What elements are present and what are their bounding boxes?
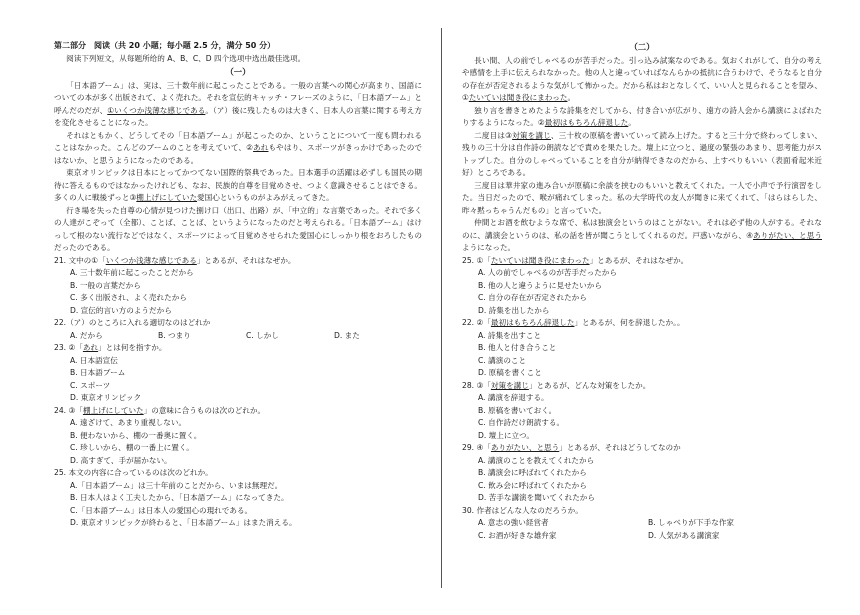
options-30-row-2 [478, 530, 822, 543]
left-column [54, 40, 422, 530]
option-25-d: D. 東京オリンピックが終わると、「日本語ブーム」はまた消える。 [70, 518, 297, 527]
option-25-b: B. 日本人はよく工夫したから、「日本語ブーム」になってきた。 [70, 493, 289, 502]
question-29: 29. ④「ありがたい、と思う」とあるが、それはどうしてなのか [462, 443, 681, 452]
option-21-c: C. 多く出版され、よく売れたから [70, 293, 187, 302]
option-23-c: C. スポーツ [70, 380, 111, 390]
option-29-a: A. 講演のことを教えてくれたから [478, 455, 595, 465]
passage-1-paragraph-2: それはともかく、どうしてその「日本語ブーム」が起こったのか、ということについて一度も問われることはなかった。こんどのブームのことを考えていて、②あれもやはり、スポーツがきっかけであったのではないか、と思うようになったのである。 [54, 130, 422, 165]
option-28-c: C. 自作詩だけ朗読する。 [478, 418, 565, 427]
passage-1-paragraph-4: 行き場を失った自尊の心情が見つけた捌け口（出口、出路）が、「中立的」な言葉であった。それで多くの人達がこぞって（全都）、ことば、ことば、というようになったのだと考えられる。「日本語ブーム」はけっして根のない流行などではなく、スポーツによって目覚めさせられた愛国心にしっかり根をおろしたものだったのである。 [54, 205, 422, 252]
option-25-c: C.「日本語ブーム」は日本人の愛国心の現れである。 [70, 505, 253, 515]
question-24: 24. ③「棚上げにしていた」の意味に合うものは次のどれか。 [54, 405, 266, 415]
option-25b-c: C. 自分の存在が否定されたから [478, 293, 587, 302]
question-25-passage-2: 25. ①「たいていは聞き役にまわった」とあるが、それはなぜか。 [462, 255, 689, 265]
option-28-a: A. 講演を辞退する。 [478, 393, 549, 402]
option-24-d: D. 高すぎて、手が届かない。 [70, 455, 172, 465]
option-22b-c: C. 講演のこと [478, 355, 527, 365]
option-23-a: A. 日本語宣伝 [70, 355, 118, 365]
option-29-b: B. 講演会に呼ばれてくれたから [478, 468, 587, 477]
option-22b-a: A. 詩集を出すこと [478, 330, 542, 340]
options-30-row-1 [478, 517, 822, 530]
passage-1-paragraph-1: 「日本語ブーム」は、実は、三十数年前に起こったことである。一般の言葉への関心が高まり、国語についての本が多く出版されて、よく売れた。それを宣伝的キャッチ・フレーズのように、「日本語ブーム」と呼んだのだが、①いくつか浅薄な感じである。（ア）後に残したものは大きく、日本人の言葉に関する考え方を変化させることになった。 [54, 80, 422, 127]
question-21: 21. 文中の①「いくつか浅薄な感じである」とあるが、それはなぜか。 [54, 255, 296, 265]
option-25-a: A.「日本語ブーム」は三十年前のことだから、いまは無理だ。 [70, 480, 283, 490]
column-divider [441, 28, 442, 588]
option-30-c: C. お酒が好きな雄弁家 [478, 530, 557, 540]
option-22-d: D. また [334, 330, 360, 340]
option-21-b: B. 一般の言葉だから [70, 280, 141, 290]
option-30-d: D. 人気がある講演家 [648, 530, 720, 540]
options-22 [70, 330, 422, 343]
option-22-b: B. つまり [158, 330, 191, 340]
option-22b-d: D. 原稿を書くこと [478, 368, 542, 377]
option-25b-a: A. 人の前でしゃべるのが苦手だったから [478, 268, 617, 277]
option-28-b: B. 原稿を書いておく。 [478, 405, 557, 415]
option-24-a: A. 遠ざけて、あまり重視しない。 [70, 418, 187, 427]
passage-2-paragraph-1: 長い間、人の前でしゃべるのが苦手だった。引っ込み試案なのである。気おくれがして、自分の考えや感情を上手に伝えられなかった。他の人と違っていればなんらかの抵抗に合うわけで、そうなると自分の存在が否定されるような気がして怖かった。だから私はおとなしくて、いい人と見られることを望み、①たいていは聞き役にまわった。 [462, 55, 822, 102]
question-23: 23. ②「あれ」とは何を指すか。 [54, 343, 167, 352]
option-21-a: A. 三十数年前に起こったことだから [70, 268, 194, 277]
option-22-c: C. しかし [246, 330, 279, 340]
option-24-b: B. 便わないから、棚の一番奥に置く。 [70, 430, 202, 440]
option-23-b: B. 日本語ブーム [70, 368, 126, 377]
passage-2-paragraph-5: 仲間とお酒を飲むような席で、私は独演会というのはことがない。それは必ず他の人がする。それなのに、講演会というのは、私の話を皆が聞こうとしてくれるのだ。戸惑いながら、④ありがたい、と思うようになった。 [462, 218, 823, 252]
passage-2-paragraph-2: 独り言を書きとめたような詩集をだしてから、付き合いが広がり、遠方の詩人会から講演によばれたりするようになった。②最初はもちろん辞退した。 [462, 105, 822, 127]
option-29-d: D. 苦手な講演を聞いてくれたから [478, 493, 595, 502]
option-21-d: D. 宣伝的言い方のようだから [70, 305, 172, 315]
option-30-b: B. しゃべりが下手な作家 [648, 518, 734, 527]
option-28-d: D. 壇上に立つ。 [478, 430, 534, 440]
instructions: 阅读下列短文，从每题所给的 A、B、C、D 四个选项中选出最佳选项。 [66, 53, 306, 63]
question-30: 30. 作者はどんな人なのだろうか。 [462, 505, 583, 515]
question-25: 25. 本文の内容に合っているのは次のどれか。 [54, 468, 213, 477]
option-22-a: A. だから [70, 330, 103, 340]
passage-2-paragraph-3: 二度目は③対策を講じ、三十枚の原稿を書いていって読み上げた。すると三十分で終わってしまい、残りの三十分は自作詩の朗読などで責めを果たした。壇上に立つと、過度の緊張のあまり、思考能力がストップした。自分のしゃべっていることを自分が納得できなのだから、上すべりもいい（表面肴起米近好）ところである。 [462, 130, 823, 177]
option-23-d: D. 東京オリンピック [70, 393, 142, 402]
option-30-a: A. 意志の強い経営者 [478, 518, 549, 527]
option-25b-b: B. 他の人と違うように見せたいから [478, 280, 602, 290]
passage-2-title: （二） [629, 42, 655, 52]
question-28: 28. ③「対策を講じ」とあるが、どんな対策をしたか。 [462, 380, 651, 390]
question-22: 22.（ア）のところに入れる適切なのはどれか [54, 318, 211, 327]
section-heading: 第二部分 阅读（共 20 小题；每小题 2.5 分，满分 50 分） [54, 41, 276, 50]
right-column [462, 40, 822, 542]
option-29-c: C. 飲み会に呼ばれてくれたから [478, 480, 587, 490]
passage-1-paragraph-3: 東京オリンピックは日本にとってかつてない国際的祭典であった。日本選手の活躍は必ずしも国民の期待に答えるものではなかったけれども、なお、民族的自尊を目覚めさせ、つよく意識させることはできる。多くの人に戦後ずっと③棚上げにしていた愛国心というものがよみがえってきた。 [54, 168, 422, 202]
option-25b-d: D. 詩集を出したから [478, 305, 550, 315]
option-22b-b: B. 他人と付き合うこと [478, 343, 557, 352]
question-22-passage-2: 22. ②「最初はもちろん辞退した」とあるが、何を辞退したか。。 [462, 318, 685, 327]
option-24-c: C. 珍しいから、棚の一番上に置く。 [70, 443, 194, 452]
passage-2-paragraph-4: 三度目は華井家の進み合いが原稿に余談を挟むのもいいと教えてくれた。一人で小声で予行演習をした。当日だったので、喉が痛れてしまった。私の大学時代の友人が聞きに来てくれて、「はらはらした、昨々黙っちゃうんだもの」と言っていた。 [462, 180, 822, 215]
passage-1-title: （一） [225, 67, 251, 77]
